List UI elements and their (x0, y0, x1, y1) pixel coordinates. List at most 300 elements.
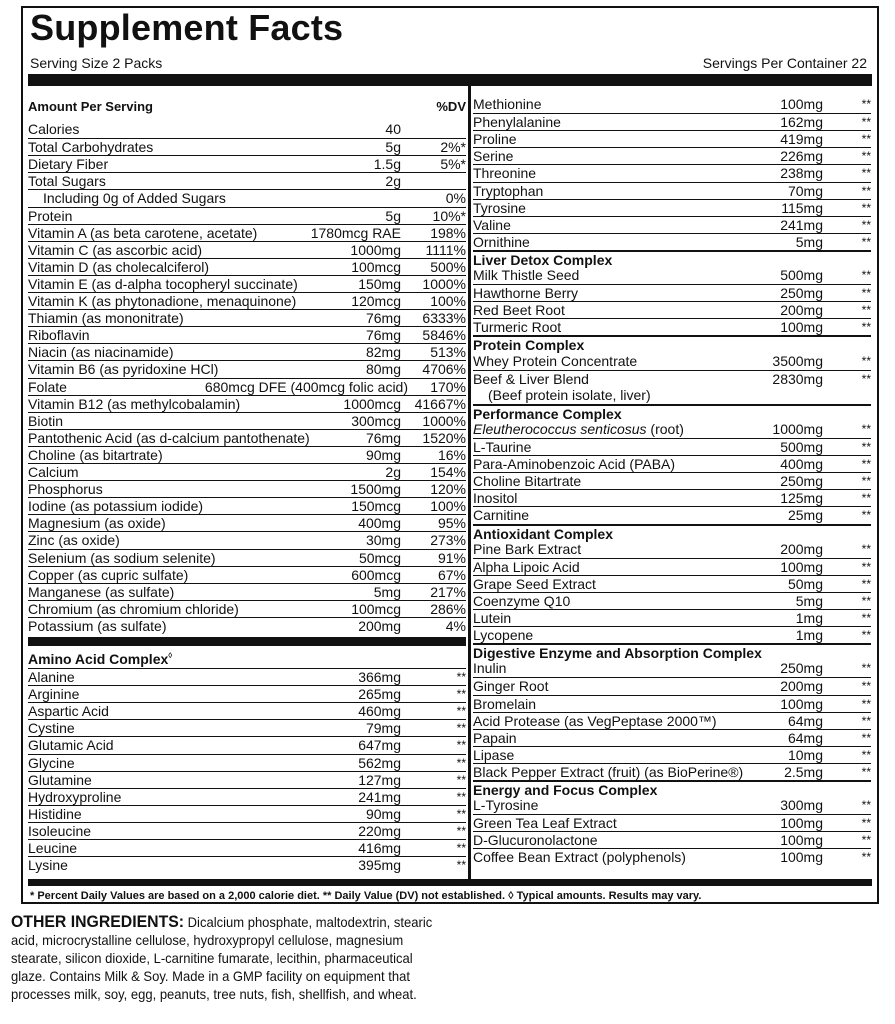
nutrient-row (473, 353, 871, 370)
nutrient-name: Lipase (473, 746, 515, 763)
nutrient-name: Serine (473, 148, 514, 165)
nutrient-daily-value: ** (861, 353, 871, 368)
nutrient-row (28, 514, 466, 532)
nutrient-daily-value: ** (861, 713, 871, 728)
nutrient-row (28, 583, 466, 601)
nutrient-daily-value: 198% (430, 224, 466, 241)
nutrient-name: Valine (473, 216, 511, 233)
nutrient-daily-value: ** (861, 747, 871, 762)
nutrient-amount: 400mg (780, 456, 823, 473)
nutrient-amount: 82mg (365, 344, 401, 361)
nutrient-amount: 115mg (781, 199, 823, 216)
nutrient-name: Choline Bitartrate (473, 473, 582, 490)
amino-title-mark: ◊ (168, 651, 173, 660)
footnote: * Percent Daily Values are based on a 2,000 calorie diet. ** Daily Value (DV) not established. ◊ Typical amounts. Results may vary. (30, 890, 702, 902)
nutrient-daily-value: ** (861, 850, 871, 865)
nutrient-name: Hawthorne Berry (473, 285, 579, 302)
nutrient-amount: 100mg (780, 319, 823, 336)
nutrient-row (28, 224, 466, 242)
other-ingredients (11, 913, 434, 1003)
nutrient-row (473, 626, 871, 644)
nutrient-name: Tyrosine (473, 199, 526, 216)
nutrient-daily-value: ** (861, 833, 871, 848)
nutrient-row (473, 848, 871, 866)
nutrient-daily-value: 217% (430, 583, 466, 600)
nutrient-daily-value: ** (861, 166, 871, 181)
nutrient-name: Milk Thistle Seed (473, 267, 580, 283)
nutrient-amount: 366mg (358, 669, 401, 685)
nutrient-amount: 70mg (787, 182, 823, 199)
nutrient-row (28, 189, 466, 207)
nutrient-name: Vitamin B12 (as methylcobalamin) (28, 395, 241, 412)
nutrient-amount: 2830mg (772, 370, 823, 387)
nutrient-amount: 600mcg (351, 566, 401, 583)
nutrient-daily-value: 10%* (432, 207, 466, 224)
nutrient-name: Coffee Bean Extract (polyphenols) (473, 849, 686, 866)
nutrient-row (473, 318, 871, 336)
column-divider (468, 86, 471, 879)
nutrient-daily-value: ** (456, 704, 466, 719)
nutrient-row (473, 233, 871, 251)
nutrient-amount: 1.5g (373, 156, 401, 173)
nutrient-row (28, 702, 466, 720)
bottom-divider (28, 879, 872, 886)
nutrient-name: Iodine (as potassium iodide) (28, 498, 204, 515)
nutrient-row (28, 822, 466, 840)
nutrient-daily-value: 1000% (422, 412, 466, 429)
nutrient-amount: 500mg (780, 439, 823, 455)
nutrient-daily-value: 41667% (414, 395, 466, 412)
nutrient-daily-value: 5%* (440, 156, 466, 173)
nutrient-name: Arginine (28, 686, 80, 703)
nutrient-name: Coenzyme Q10 (473, 592, 571, 609)
nutrient-amount: 64mg (787, 729, 823, 746)
nutrient-row (28, 719, 466, 737)
amino-acid-complex-label (28, 651, 172, 668)
nutrient-name: Potassium (as sulfate) (28, 617, 167, 634)
nutrient-name: Protein (28, 207, 73, 224)
nutrient-amount: 150mg (358, 275, 401, 292)
nutrient-name: Grape Seed Extract (473, 575, 596, 592)
nutrient-amount: 90mg (365, 446, 401, 463)
section-title-text: Digestive Enzyme and Absorption Complex (473, 645, 762, 662)
nutrient-row (473, 506, 871, 524)
nutrient-row (28, 241, 466, 259)
nutrient-row (28, 275, 466, 293)
nutrient-amount: 300mg (780, 797, 823, 814)
nutrient-name: Alanine (28, 669, 75, 685)
nutrient-daily-value: 286% (430, 600, 466, 617)
nutrient-name: Thiamin (as mononitrate) (28, 310, 184, 327)
nutrient-row (28, 292, 466, 310)
nutrient-row (28, 258, 466, 276)
nutrient-daily-value: ** (456, 670, 466, 684)
nutrient-row (473, 164, 871, 182)
nutrient-row (28, 549, 466, 567)
nutrient-amount: 3500mg (772, 352, 823, 369)
nutrient-name: Carnitine (473, 507, 530, 524)
nutrient-name: Hydroxyproline (28, 788, 122, 805)
nutrient-amount: 40 (385, 121, 401, 137)
nutrient-amount: 100mg (780, 815, 823, 832)
nutrient-row (28, 805, 466, 823)
nutrient-daily-value: ** (861, 730, 871, 745)
nutrient-name: Inositol (473, 490, 518, 507)
nutrient-amount: 150mcg (351, 498, 401, 515)
nutrient-row (28, 497, 466, 515)
nutrient-name: Phenylalanine (473, 114, 561, 131)
nutrient-row (28, 839, 466, 857)
nutrient-name: Pine Bark Extract (473, 540, 582, 557)
nutrient-amount: 5mg (795, 233, 823, 250)
nutrient-amount: 250mg (780, 473, 823, 490)
nutrient-name: D-Glucuronolactone (473, 832, 598, 849)
nutrient-daily-value: ** (861, 115, 871, 130)
nutrient-row (28, 856, 466, 874)
nutrient-daily-value: 154% (430, 464, 466, 480)
nutrient-daily-value: ** (456, 789, 466, 804)
nutrient-daily-value: 170% (430, 378, 466, 395)
nutrient-row (28, 360, 466, 378)
other-ingredients-label: OTHER INGREDIENTS: (11, 912, 185, 931)
nutrient-row (473, 113, 871, 131)
nutrient-daily-value: 16% (437, 446, 466, 463)
nutrient-name: Histidine (28, 805, 82, 822)
nutrient-name: Manganese (as sulfate) (28, 583, 175, 600)
nutrient-name: Niacin (as niacinamide) (28, 344, 174, 361)
nutrient-daily-value: ** (861, 421, 871, 436)
nutrient-daily-value: ** (861, 491, 871, 506)
nutrient-amount: 100mg (780, 832, 823, 849)
nutrient-name: Vitamin A (as beta carotene, acetate) (28, 224, 258, 241)
nutrient-amount: 200mg (780, 302, 823, 319)
nutrient-daily-value: 5846% (422, 327, 466, 344)
nutrient-amount: 30mg (365, 532, 401, 549)
nutrient-daily-value: ** (861, 149, 871, 164)
nutrient-amount: 220mg (358, 822, 401, 839)
nutrient-daily-value: 1520% (422, 429, 466, 446)
nutrient-name: Ornithine (473, 233, 530, 250)
nutrient-row (473, 455, 871, 473)
nutrient-row (473, 387, 871, 404)
nutrient-amount: 250mg (780, 660, 823, 677)
nutrient-row (473, 695, 871, 713)
nutrient-daily-value: ** (861, 457, 871, 472)
nutrient-daily-value: ** (861, 303, 871, 318)
nutrient-row (28, 138, 466, 156)
nutrient-row (473, 147, 871, 165)
nutrient-row (473, 438, 871, 456)
nutrient-name: Glutamic Acid (28, 737, 114, 754)
nutrient-daily-value: ** (861, 371, 871, 386)
nutrient-daily-value: ** (861, 611, 871, 625)
nutrient-amount: 76mg (365, 429, 401, 446)
nutrient-daily-value: 500% (430, 258, 466, 275)
nutrient-row (28, 771, 466, 789)
nutrient-amount: 2g (385, 173, 401, 190)
nutrient-amount: 241mg (780, 216, 823, 233)
nutrient-row (473, 96, 871, 113)
other-ingredients-text: Dicalcium phosphate, maltodextrin, stearic acid, microcrystalline cellulose, hydroxypropyl cellulose, magnesium stearate, silicon dioxide, L-carnitine fumarate, lecithin, pharmaceutical glaze. Contains Milk & Soy. Made in a GMP facility on equipment that processes milk, soy, egg, peanuts, tree nuts, fish, shellfish, and wheat. (11, 914, 433, 1002)
nutrient-name: Whey Protein Concentrate (473, 352, 638, 369)
nutrient-amount: 90mg (365, 805, 401, 822)
nutrient-name: Including 0g of Added Sugars (43, 190, 226, 207)
nutrient-amount: 1000mg (772, 420, 823, 437)
nutrient-name: Vitamin E (as d-alpha tocopheryl succinate) (28, 275, 298, 292)
nutrient-row (28, 480, 466, 498)
nutrient-daily-value: ** (456, 823, 466, 838)
nutrient-name: Vitamin B6 (as pyridoxine HCl) (28, 361, 219, 378)
nutrient-daily-value: 4706% (422, 361, 466, 378)
nutrient-name: Total Sugars (28, 173, 106, 190)
nutrient-row (473, 216, 871, 234)
nutrient-name: Threonine (473, 165, 537, 182)
nutrient-name: Biotin (28, 412, 64, 429)
nutrient-amount: 500mg (780, 267, 823, 283)
amount-per-serving-label: Amount Per Serving (28, 99, 153, 114)
nutrient-name (473, 421, 684, 438)
nutrient-row (473, 370, 871, 388)
nutrient-row (28, 736, 466, 754)
nutrient-name: Acid Protease (as VegPeptase 2000™) (473, 712, 717, 729)
nutrient-name: Calories (28, 121, 80, 137)
nutrient-row (473, 199, 871, 217)
section-title-text: Liver Detox Complex (473, 251, 613, 268)
nutrient-amount: 562mg (358, 754, 401, 771)
nutrient-name: Bromelain (473, 695, 537, 712)
nutrient-row (473, 814, 871, 832)
nutrient-amount: 79mg (365, 720, 401, 737)
nutrient-row (28, 378, 466, 396)
nutrient-row (28, 326, 466, 344)
nutrient-row (473, 677, 871, 695)
daily-value-header: %DV (436, 99, 466, 114)
nutrient-daily-value: 6333% (422, 310, 466, 327)
nutrient-amount: 5mg (795, 592, 823, 609)
nutrient-name: Dietary Fiber (28, 156, 109, 173)
servings-per-container: Servings Per Container 22 (702, 55, 867, 71)
nutrient-row (28, 617, 466, 635)
nutrient-amount: 241mg (358, 788, 401, 805)
nutrient-row (473, 712, 871, 730)
nutrient-name: Total Carbohydrates (28, 139, 154, 156)
nutrient-name: Glycine (28, 754, 75, 771)
nutrient-name: Green Tea Leaf Extract (473, 815, 617, 832)
nutrient-amount: 100mcg (351, 258, 401, 275)
nutrient-daily-value: ** (861, 628, 871, 643)
nutrient-row (28, 754, 466, 772)
nutrient-amount: 200mg (358, 617, 401, 634)
nutrient-row (28, 788, 466, 806)
nutrient-row (473, 267, 871, 284)
nutrient-amount: 400mg (358, 515, 401, 532)
nutrient-row (28, 463, 466, 481)
nutrient-name: Papain (473, 729, 517, 746)
nutrient-amount: 1000mcg (343, 395, 401, 412)
nutrient-daily-value: 67% (437, 566, 466, 583)
amount-per-serving-header (28, 98, 466, 115)
nutrient-row (473, 609, 871, 627)
nutrient-name: Cystine (28, 720, 75, 737)
nutrient-daily-value: ** (861, 440, 871, 454)
nutrient-name: Alpha Lipoic Acid (473, 558, 580, 575)
nutrient-daily-value: ** (456, 721, 466, 736)
nutrient-name: Inulin (473, 660, 507, 677)
nutrient-amount: 647mg (358, 737, 401, 754)
nutrient-daily-value: 100% (430, 293, 466, 309)
nutrient-name: Phosphorus (28, 481, 103, 498)
nutrient-daily-value: ** (861, 217, 871, 232)
nutrient-name: Magnesium (as oxide) (28, 515, 166, 532)
nutrient-name: Vitamin K (as phytonadione, menaquinone) (28, 293, 297, 309)
nutrient-row (28, 429, 466, 447)
nutrient-amount: 419mg (780, 131, 823, 148)
nutrient-row (473, 301, 871, 319)
nutrient-amount: 460mg (358, 703, 401, 720)
nutrient-daily-value: ** (456, 772, 466, 787)
nutrient-row (28, 172, 466, 190)
nutrient-amount: 416mg (358, 840, 401, 856)
nutrient-row (473, 831, 871, 849)
nutrient-name: Lutein (473, 610, 512, 626)
amino-acid-title (28, 651, 466, 668)
nutrient-amount: 226mg (780, 148, 823, 165)
nutrient-name-italic: Eleutherococcus senticosus (473, 420, 647, 437)
nutrient-name: Black Pepper Extract (fruit) (as BioPerine®) (473, 763, 744, 780)
nutrient-daily-value: 2%* (440, 139, 466, 156)
nutrient-name: (Beef protein isolate, liver) (488, 386, 651, 403)
nutrient-row (473, 130, 871, 148)
nutrient-row (473, 660, 871, 677)
section-title-text: Protein Complex (473, 337, 585, 354)
nutrient-amount: 395mg (358, 857, 401, 874)
nutrient-name: Leucine (28, 840, 78, 856)
nutrient-amount: 100mg (780, 695, 823, 712)
nutrient-daily-value: ** (456, 841, 466, 855)
nutrient-daily-value: ** (861, 234, 871, 249)
nutrient-daily-value: 100% (430, 498, 466, 515)
nutrient-daily-value: ** (861, 183, 871, 198)
nutrient-row (473, 592, 871, 610)
amino-title-text: Amino Acid Complex (28, 651, 169, 667)
nutrient-name: Beef & Liver Blend (473, 370, 589, 387)
nutrient-daily-value: 0% (445, 190, 466, 207)
nutrient-daily-value: ** (456, 858, 466, 873)
nutrient-row (28, 155, 466, 173)
nutrient-daily-value: 95% (437, 515, 466, 532)
nutrient-amount: 162mg (780, 114, 823, 131)
nutrient-row (473, 284, 871, 302)
nutrient-amount: 5mg (373, 583, 401, 600)
nutrient-daily-value: 1111% (425, 241, 466, 258)
section-title-text: Energy and Focus Complex (473, 782, 658, 798)
nutrient-amount: 265mg (358, 686, 401, 703)
serving-size: Serving Size 2 Packs (30, 55, 163, 71)
nutrient-row (473, 558, 871, 576)
nutrient-name: Lycopene (473, 627, 534, 644)
nutrient-amount: 64mg (787, 712, 823, 729)
nutrient-amount: 100mg (780, 849, 823, 866)
nutrient-amount: 2g (385, 464, 401, 480)
panel-title: Supplement Facts (30, 7, 344, 48)
nutrient-row (473, 729, 871, 747)
nutrient-amount: 250mg (780, 285, 823, 302)
nutrient-name: Red Beet Root (473, 302, 565, 319)
nutrient-daily-value: ** (861, 576, 871, 591)
nutrient-name: Choline (as bitartrate) (28, 446, 163, 463)
nutrient-amount: 127mg (358, 771, 401, 788)
nutrient-daily-value: 91% (437, 549, 466, 566)
nutrient-daily-value: 273% (430, 532, 466, 549)
nutrient-row (28, 446, 466, 464)
nutrient-daily-value: 120% (430, 481, 466, 498)
nutrient-row (28, 600, 466, 618)
nutrient-name: Folate (28, 378, 67, 395)
nutrient-row (473, 575, 871, 593)
nutrient-name: Proline (473, 131, 517, 148)
nutrient-daily-value: ** (861, 268, 871, 282)
nutrient-row (28, 566, 466, 584)
nutrient-daily-value: ** (456, 687, 466, 702)
nutrient-row (473, 182, 871, 200)
nutrient-name: Lysine (28, 857, 68, 874)
nutrient-row (473, 797, 871, 814)
nutrient-daily-value: 513% (430, 344, 466, 361)
nutrient-row (473, 541, 871, 558)
nutrient-daily-value: ** (456, 806, 466, 821)
nutrient-name: Vitamin D (as cholecalciferol) (28, 258, 210, 275)
nutrient-row (28, 207, 466, 225)
nutrient-name: Glutamine (28, 771, 92, 788)
nutrient-daily-value: ** (861, 508, 871, 523)
nutrient-name: Ginger Root (473, 678, 549, 695)
nutrient-name: Vitamin C (as ascorbic acid) (28, 241, 203, 258)
nutrient-daily-value: ** (861, 97, 871, 111)
nutrient-row (28, 531, 466, 549)
nutrient-daily-value: ** (861, 132, 871, 147)
nutrient-daily-value: ** (861, 541, 871, 556)
nutrient-amount: 5g (385, 207, 401, 224)
nutrient-daily-value: ** (861, 286, 871, 301)
nutrient-daily-value: ** (861, 764, 871, 779)
nutrient-daily-value: 1000% (422, 275, 466, 292)
nutrient-daily-value: 4% (445, 617, 466, 634)
nutrient-name: Pantothenic Acid (as d-calcium pantothenate) (28, 429, 310, 446)
nutrient-amount: 50mg (787, 575, 823, 592)
nutrient-name: Zinc (as oxide) (28, 532, 120, 549)
nutrient-name: Tryptophan (473, 182, 544, 199)
nutrient-daily-value: ** (861, 816, 871, 831)
nutrient-amount: 25mg (787, 507, 823, 524)
nutrient-name: Chromium (as chromium chloride) (28, 600, 239, 617)
nutrient-amount: 1mg (795, 610, 823, 626)
nutrient-daily-value: ** (456, 738, 466, 753)
nutrient-amount: 76mg (365, 327, 401, 344)
nutrient-name: Methionine (473, 96, 542, 112)
nutrient-amount: 300mcg (351, 412, 401, 429)
nutrient-row (28, 395, 466, 413)
nutrient-name: Calcium (28, 464, 79, 480)
nutrient-amount: 76mg (365, 310, 401, 327)
nutrient-amount: 1000mg (350, 241, 401, 258)
section-title-text: Antioxidant Complex (473, 525, 614, 542)
nutrient-name: Riboflavin (28, 327, 90, 344)
nutrient-amount: 2.5mg (784, 763, 823, 780)
nutrient-daily-value: ** (861, 559, 871, 574)
nutrient-row (473, 489, 871, 507)
nutrient-amount: 10mg (787, 746, 823, 763)
amino-section-bar (28, 637, 466, 646)
